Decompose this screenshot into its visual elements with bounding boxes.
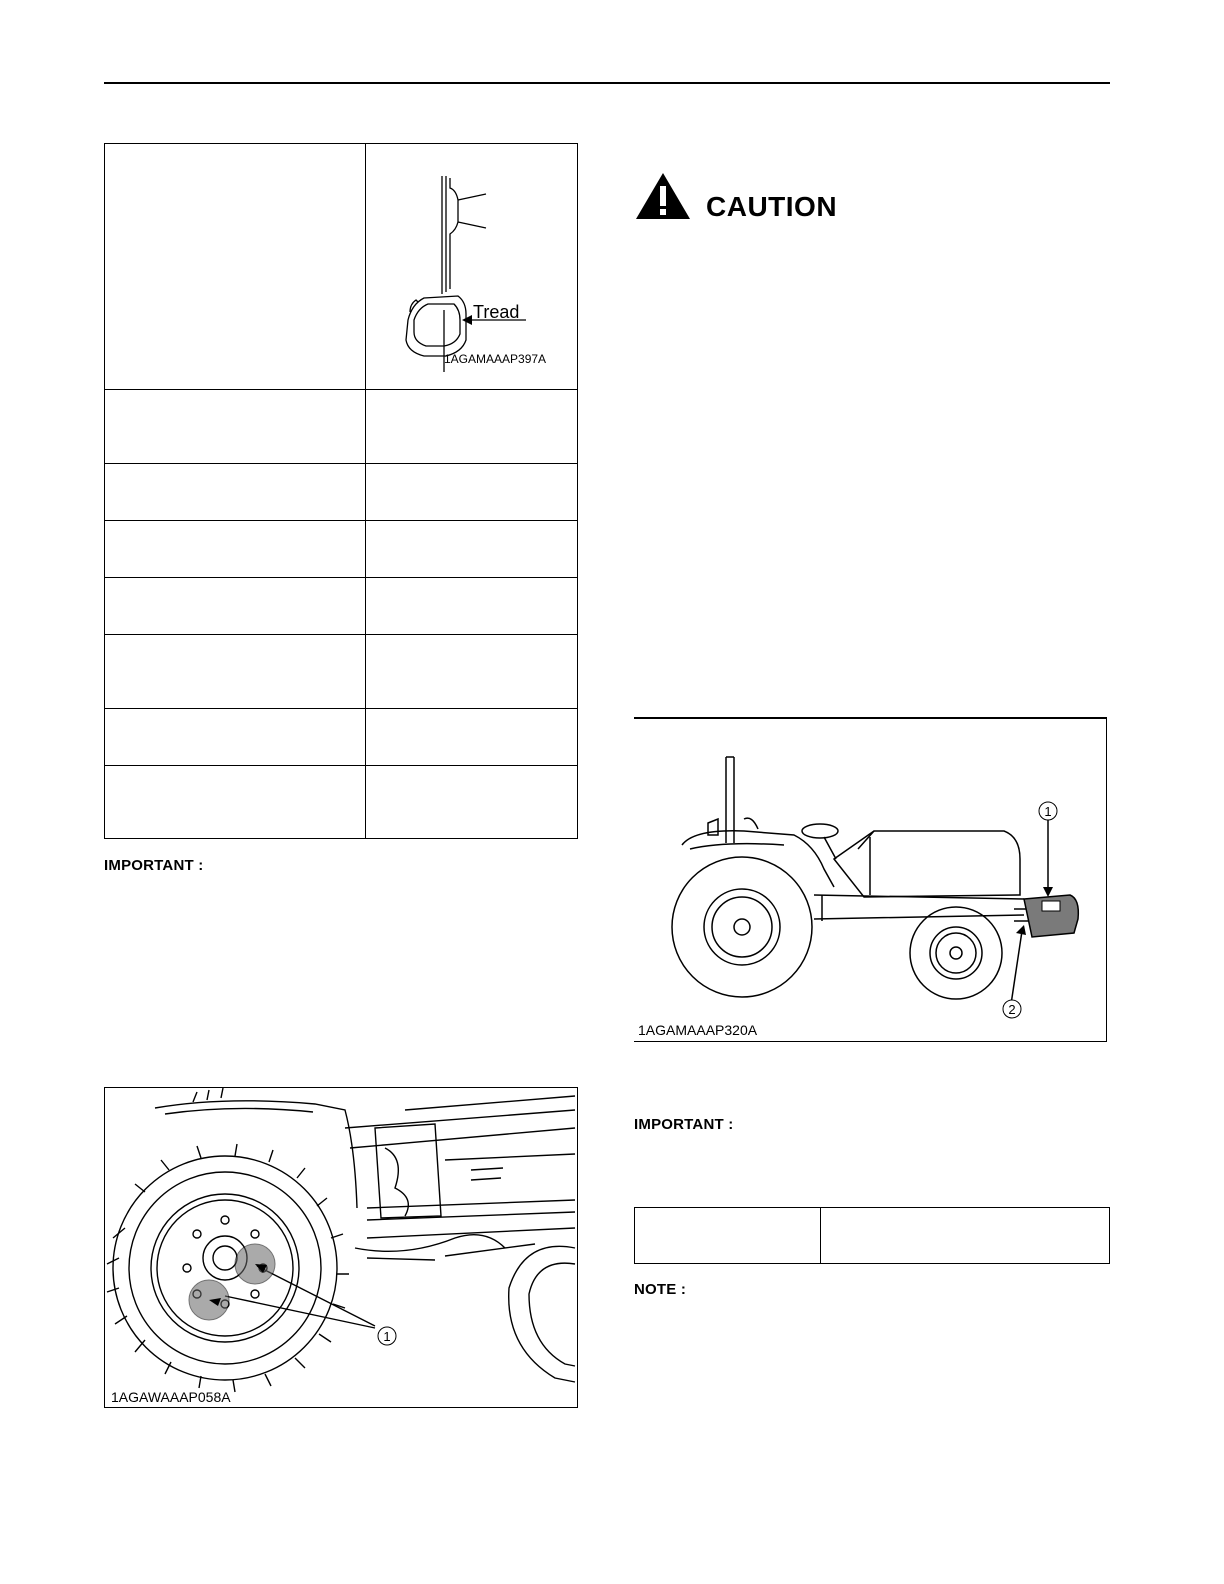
tread-figure-code: 1AGAMAAAP397A	[444, 352, 547, 366]
tread-table-cell	[366, 766, 578, 839]
tread-table-cell	[105, 144, 366, 390]
wheel-figure	[104, 1087, 578, 1408]
tread-table-cell	[105, 464, 366, 521]
tread-label: Tread	[473, 302, 520, 322]
note-label: NOTE :	[634, 1281, 687, 1298]
tread-table-cell	[366, 464, 578, 521]
wheel-illustration	[105, 1088, 577, 1407]
tread-table-cell	[366, 709, 578, 766]
left-important-label: IMPORTANT :	[104, 857, 204, 874]
warning-triangle-icon	[634, 171, 692, 221]
wheel-callout-1: 1	[383, 1329, 391, 1344]
tractor-callout-2: 2	[1008, 1002, 1016, 1017]
tread-table-cell	[105, 521, 366, 578]
tractor-callout-1: 1	[1044, 804, 1052, 819]
caution-title: CAUTION	[706, 191, 838, 222]
tread-table-cell	[366, 521, 578, 578]
wheel-figure-code: 1AGAWAAAP058A	[111, 1389, 231, 1405]
tread-table-cell	[366, 578, 578, 635]
tractor-figure-code: 1AGAMAAAP320A	[638, 1022, 758, 1038]
tread-table-cell	[105, 390, 366, 464]
tread-table-cell	[105, 766, 366, 839]
tread-spec-table	[104, 143, 578, 839]
tread-table-cell	[366, 635, 578, 709]
header-rule	[104, 82, 1110, 84]
tractor-illustration	[634, 719, 1106, 1039]
tread-table-cell	[366, 390, 578, 464]
tread-figure-cell	[366, 144, 578, 390]
tread-table-cell	[105, 709, 366, 766]
weight-table-cell	[635, 1208, 821, 1264]
tread-diagram	[366, 144, 578, 384]
right-important-label: IMPORTANT :	[634, 1116, 734, 1133]
tread-table-cell	[105, 635, 366, 709]
tractor-weight-figure	[634, 717, 1107, 1042]
tread-table-cell	[105, 578, 366, 635]
weight-table-cell	[821, 1208, 1110, 1264]
weight-spec-table	[634, 1207, 1110, 1264]
